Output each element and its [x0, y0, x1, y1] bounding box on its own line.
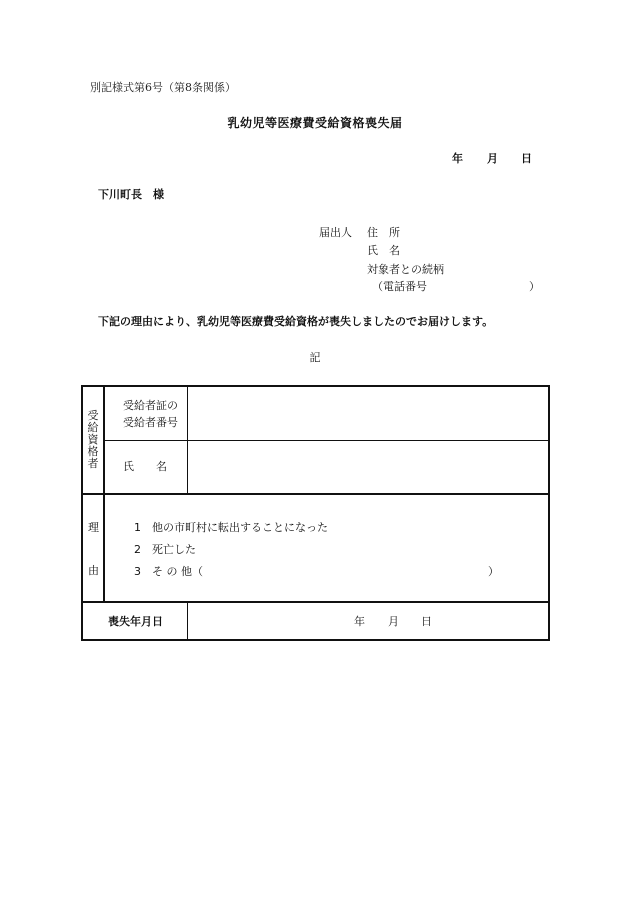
table-line: [83, 601, 550, 603]
applicant-address-label: 住 所: [367, 226, 400, 239]
reason-option-3: 3 そ の 他（: [134, 565, 203, 578]
statement: 下記の理由により、乳幼児等医療費受給資格が喪失しましたのでお届けします。: [98, 315, 494, 328]
certificate-label-line2: 受給者番号: [123, 416, 178, 429]
reason-option-3-close: ）: [488, 565, 499, 578]
date-day-label: 日: [521, 152, 532, 165]
reason-label-top: 理: [88, 521, 99, 534]
applicant-phone-close: ）: [529, 280, 540, 293]
addressee: 下川町長 様: [98, 188, 164, 201]
loss-date-label: 喪失年月日: [108, 615, 163, 628]
name-label: 氏 名: [123, 460, 167, 473]
form-table: [81, 385, 550, 641]
date-month-label: 月: [487, 152, 498, 165]
loss-date-month: 月: [388, 615, 399, 628]
table-line: [103, 495, 105, 601]
loss-date-day: 日: [421, 615, 432, 628]
reason-label-bottom: 由: [88, 564, 99, 577]
form-reference: 別記様式第6号（第8条関係）: [90, 81, 236, 94]
applicant-label: 届出人: [319, 226, 352, 239]
recipient-section-label: 受給資格者: [87, 409, 99, 470]
certificate-label-line1: 受給者証の: [123, 399, 178, 412]
applicant-name-label: 氏 名: [367, 244, 400, 257]
loss-date-year: 年: [354, 615, 365, 628]
document-title: 乳幼児等医療費受給資格喪失届: [227, 116, 403, 130]
ki-heading: 記: [309, 351, 321, 364]
applicant-phone-label: （電話番号: [372, 280, 427, 293]
reason-option-2: 2 死亡した: [134, 543, 196, 556]
table-line: [83, 493, 550, 495]
applicant-relation-label: 対象者との続柄: [367, 263, 444, 276]
table-line: [103, 440, 550, 441]
reason-option-1: 1 他の市町村に転出することになった: [134, 521, 328, 534]
table-line: [187, 603, 188, 640]
date-year-label: 年: [452, 152, 463, 165]
